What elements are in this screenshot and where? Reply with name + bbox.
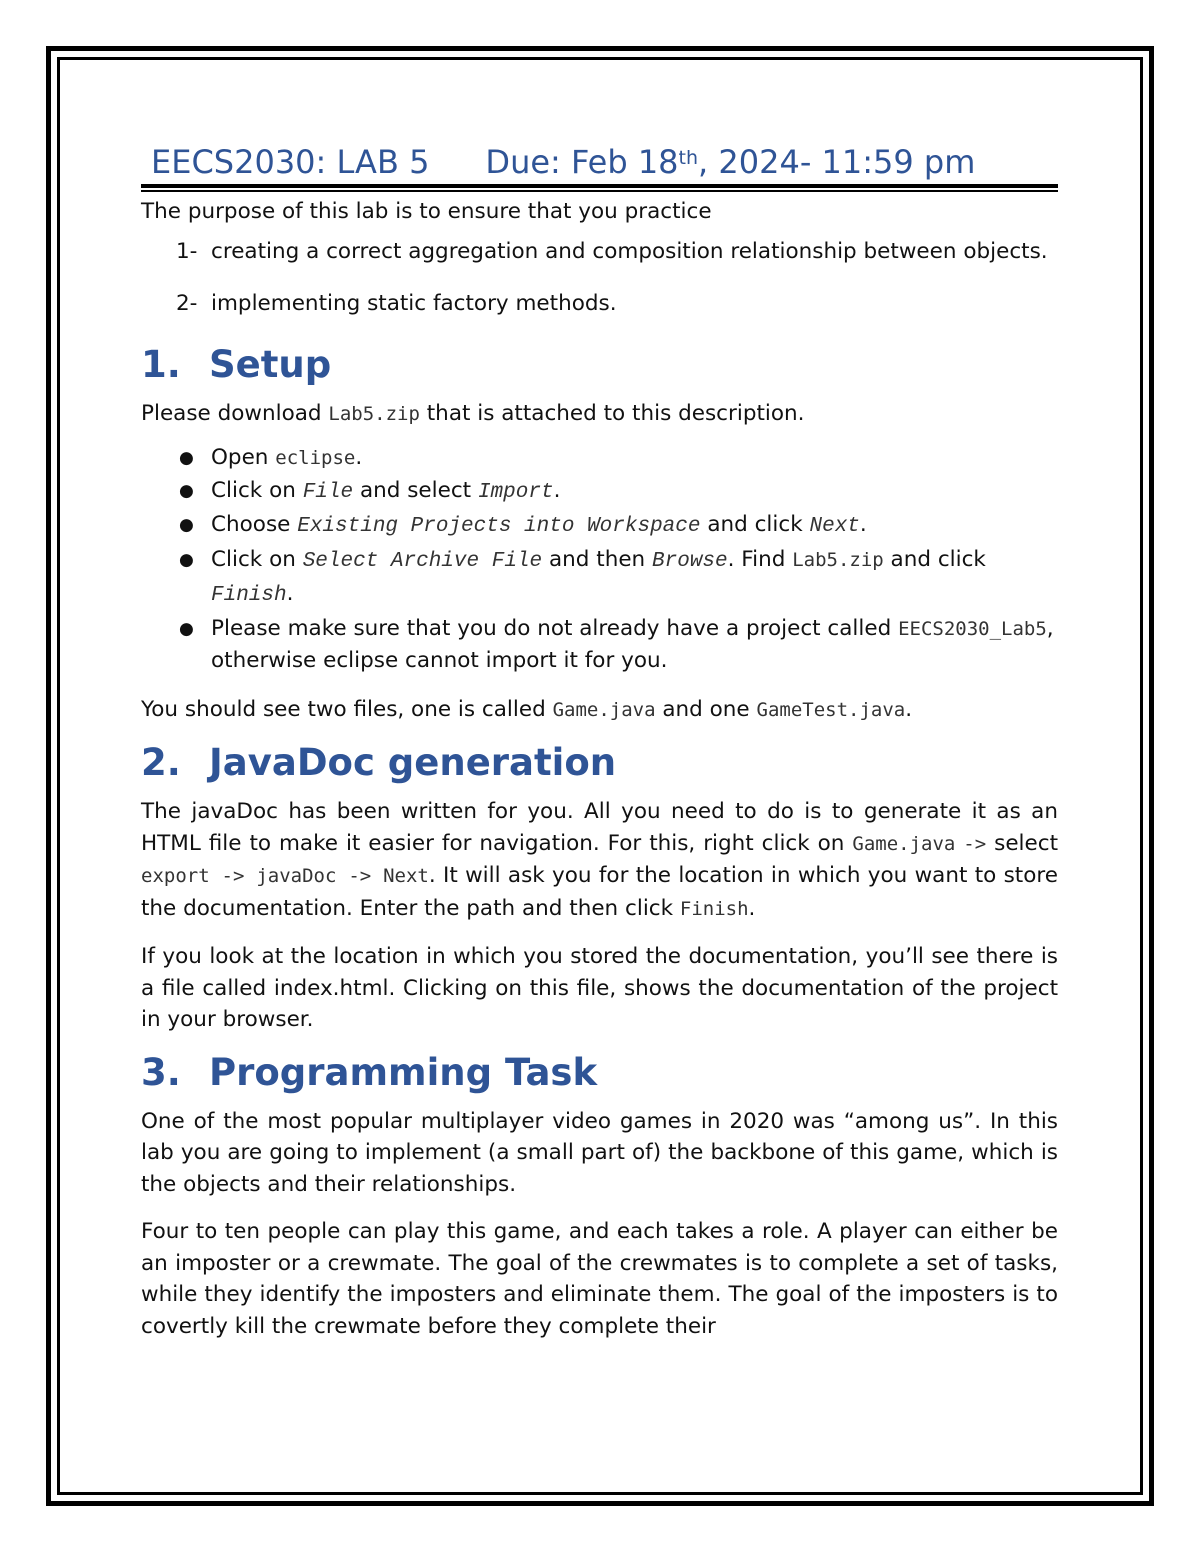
list-number: 2-: [176, 290, 198, 316]
setup-download-text: Please download Lab5.zip that is attached to this description.: [141, 400, 805, 426]
course-title: EECS2030: LAB 5: [151, 143, 430, 181]
javadoc-paragraph-2: If you look at the location in which you stored the documentation, you’ll see there is a file called index.html. Clicking on this file, shows the documentation of the project in your browser.: [141, 944, 1058, 1032]
bullet-icon: ●: [179, 515, 194, 535]
task-paragraph-1: One of the most popular multiplayer video games in 2020 was “among us”. In this lab you are going to implement (a small part of) the backbone of this game, which is the objects and their relationships.: [141, 1108, 1058, 1197]
bullet-icon: ●: [179, 618, 194, 639]
document-body: [141, 140, 1058, 1342]
setup-files-text: You should see two files, one is called Game.java and one GameTest.java.: [141, 696, 913, 722]
file-name: Lab5.zip: [328, 402, 420, 425]
due-prefix: Due: Feb 18: [485, 143, 679, 181]
javadoc-paragraph-1: The javaDoc has been written for you. All you need to do is to generate it as an HTML file to make it easier for navigation. For this, right click on Game.java -> select export -> javaDoc -> Next. It will ask you for the location in which you want to store the documentation. Enter the path and then click Finish.: [141, 799, 1058, 921]
section-heading-task: 3. Programming Task: [141, 1050, 598, 1094]
due-suffix: , 2024- 11:59 pm: [698, 143, 976, 181]
due-date: [485, 143, 975, 181]
setup-steps: [141, 442, 1058, 678]
bullet-icon: ●: [179, 549, 194, 570]
list-item: ● Open eclipse.: [141, 442, 1058, 475]
bullet-icon: ●: [179, 448, 194, 468]
list-item: ● Please make sure that you do not already have a project called EECS2030_Lab5, otherwise eclipse cannot import it for you.: [141, 613, 1058, 678]
section-heading-javadoc: 2. JavaDoc generation: [141, 741, 617, 784]
section-heading-setup: 1. Setup: [141, 342, 332, 386]
header-rule-thick: [141, 184, 1058, 188]
due-superscript: th: [678, 147, 699, 169]
header-rule-thin: [141, 190, 1058, 192]
list-text: creating a correct aggregation and composition relationship between objects.: [211, 238, 1048, 264]
list-item: [141, 290, 1058, 318]
list-item: [141, 238, 1058, 266]
intro-text: The purpose of this lab is to ensure that you practice: [141, 199, 712, 224]
list-item: ● Choose Existing Projects into Workspace and click Next.: [141, 509, 1058, 544]
purpose-list: [141, 238, 1058, 318]
list-number: 1-: [176, 238, 198, 264]
bullet-icon: ●: [179, 480, 194, 501]
list-text: implementing static factory methods.: [211, 290, 617, 316]
list-item: ● Click on File and select Import.: [141, 475, 1058, 510]
list-item: ● Click on Select Archive File and then Browse. Find Lab5.zip and click Finish.: [141, 544, 1058, 613]
page-header: [141, 140, 1058, 184]
task-paragraph-2: Four to ten people can play this game, and each takes a role. A player can either be an imposter or a crewmate. The goal of the crewmates is to complete a set of tasks, while they identify the imposters and eliminate them. The goal of the imposters is to covertly kill the crewmate before they complete their: [141, 1219, 1058, 1339]
